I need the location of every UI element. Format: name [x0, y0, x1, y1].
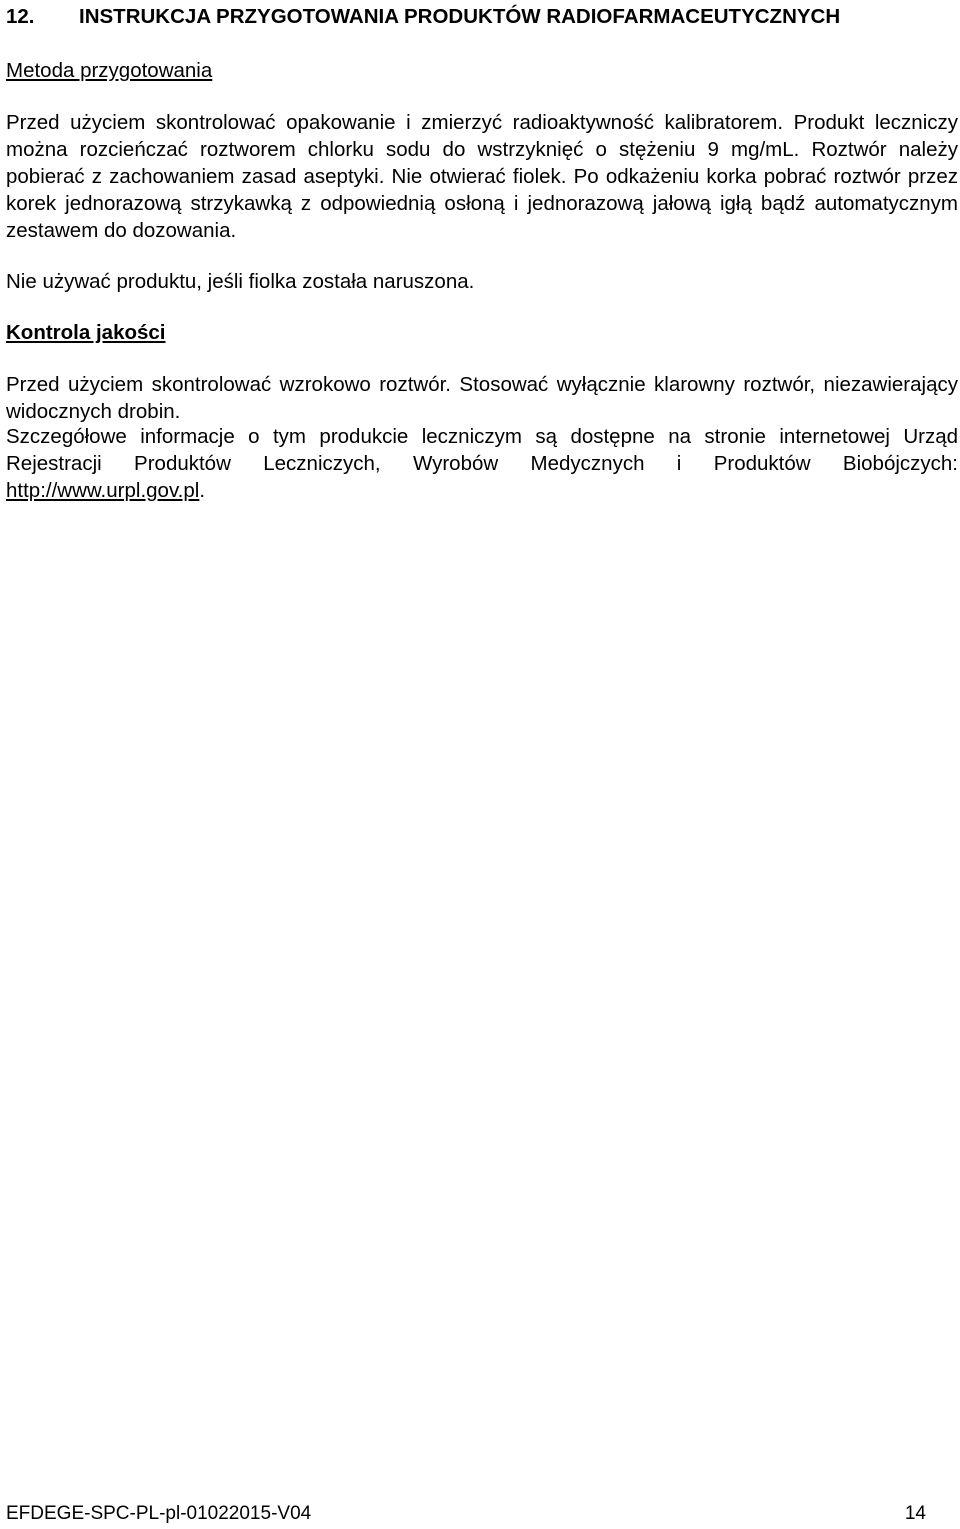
urpl-website-link[interactable]: http://www.urpl.gov.pl — [6, 479, 200, 502]
quality-paragraph-2-end: . — [199, 479, 206, 502]
section-title: INSTRUKCJA PRZYGOTOWANIA PRODUKTÓW RADIOFARMACEUTYCZNYCH — [79, 5, 841, 28]
quality-heading: Kontrola jakości — [6, 321, 166, 344]
preparation-paragraph-2: Nie używać produktu, jeśli fiolka została naruszona. — [6, 270, 475, 293]
preparation-paragraph-1: Przed użyciem skontrolować opakowanie i zmierzyć radioaktywność kalibratorem. Produkt leczniczy można rozcieńczać roztworem chlorku sodu do wstrzyknięć o stężeniu 9 mg/mL. Roztwór należy pobierać z zachowaniem zasad aseptyki. Nie otwierać fiolek. Po odkażeniu korka pobrać roztwór przez korek jednorazową strzykawką z odpowiednią osłoną i jednorazową jałową igłą bądź automatycznym zestawem do dozowania. — [6, 111, 958, 242]
quality-paragraph-1: Przed użyciem skontrolować wzrokowo roztwór. Stosować wyłącznie klarowny roztwór, niezawierający widocznych drobin. — [6, 373, 958, 423]
section-heading — [6, 3, 958, 30]
page-number: 14 — [904, 1503, 926, 1524]
section-number: 12. — [6, 5, 35, 28]
preparation-heading: Metoda przygotowania — [6, 59, 213, 82]
quality-paragraph-2 — [6, 423, 958, 504]
quality-paragraph-2-text: Szczegółowe informacje o tym produkcie leczniczym są dostępne na stronie internetowej Urząd Rejestracji Produktów Leczniczych, Wyrobów Medycznych i Produktów Biobójczych: — [6, 425, 958, 475]
document-code: EFDEGE-SPC-PL-pl-01022015-V04 — [6, 1503, 312, 1524]
